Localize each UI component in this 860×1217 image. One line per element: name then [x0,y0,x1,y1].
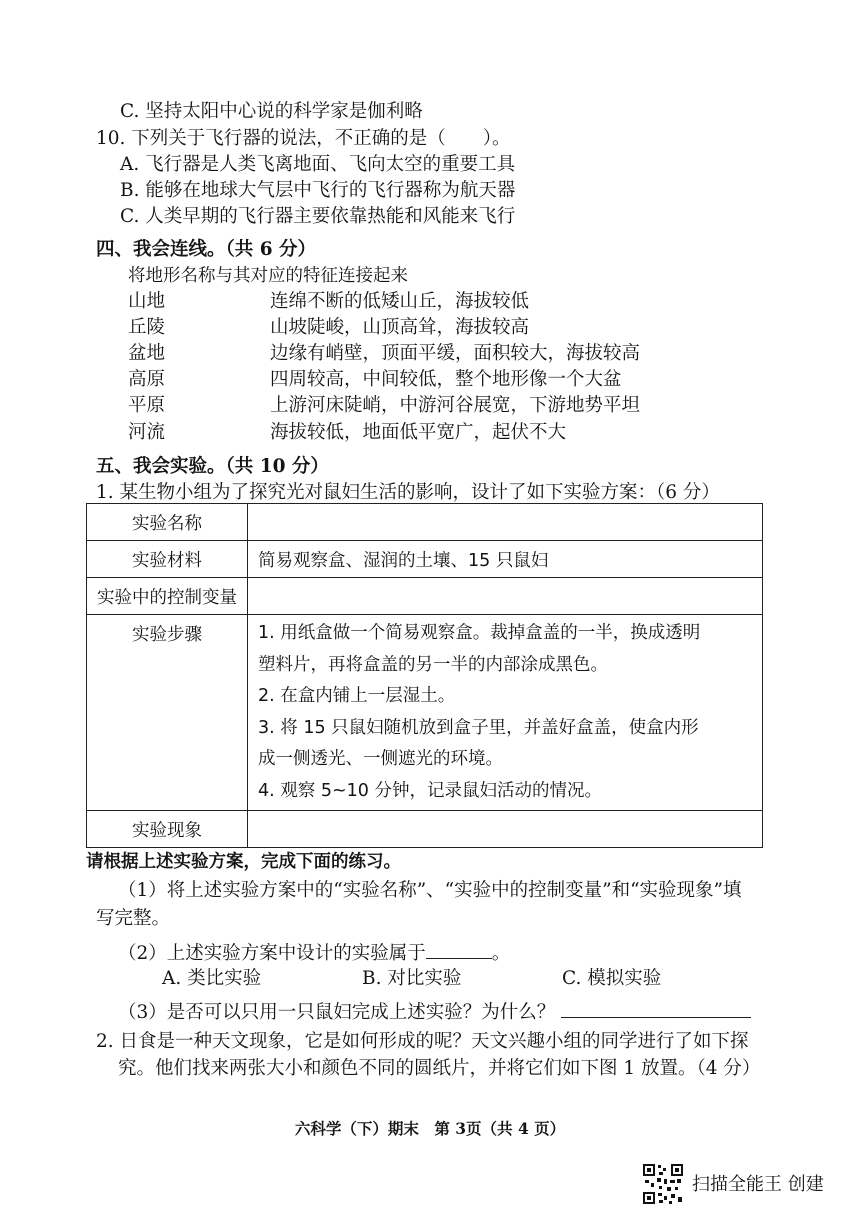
landform-feature: 连绵不断的低矮山丘，海拔较低 [270,291,530,312]
experiment-material-value: 简易观察盒、湿润的土壤、15 只鼠妇 [248,541,763,578]
sub-question-1: （1）将上述实验方案中的“实验名称”、“实验中的控制变量”和“实验现象”填 [118,880,742,901]
experiment-name-blank[interactable] [248,504,763,541]
table-row [87,504,763,541]
table-row [87,578,763,615]
table-row [87,615,763,811]
control-variable-blank[interactable] [248,578,763,615]
step-line: 3. 将 15 只鼠妇随机放到盒子里，并盖好盒盖，使盒内形 [258,717,699,738]
experiment-phenomenon-label: 实验现象 [87,811,248,848]
sub-question-1-cont: 写完整。 [96,908,171,929]
experiment-steps-label: 实验步骤 [87,615,248,811]
q2-text-line2: 究。他们找来两张大小和颜色不同的圆纸片，并将它们如下图 1 放置。（4 分） [118,1058,761,1079]
q2-text-line1: 2. 日食是一种天文现象，它是如何形成的呢？天文兴趣小组的同学进行了如下探 [96,1031,749,1052]
experiment-steps [248,615,763,811]
answer-blank[interactable] [426,938,492,959]
answer-blank[interactable] [561,997,751,1018]
sub-question-2 [118,938,510,967]
q1-stem: 1. 某生物小组为了探究光对鼠妇生活的影响，设计了如下实验方案：（6 分） [96,482,720,503]
experiment-table [86,503,763,848]
experiment-name-label: 实验名称 [87,504,248,541]
landform-name: 河流 [128,422,166,443]
experiment-phenomenon-blank[interactable] [248,811,763,848]
step-line: 成一侧透光、一侧遮光的环境。 [258,749,503,769]
section4-instruction: 将地形名称与其对应的特征连接起来 [128,266,408,286]
sub-question-2-stem: （2）上述实验方案中设计的实验属于 [118,943,426,964]
section4-heading: 四、我会连线。（共 6 分） [96,239,317,260]
q10-option-a: A. 飞行器是人类飞离地面、飞向太空的重要工具 [120,154,516,175]
option-contrast[interactable]: B. 对比实验 [362,968,462,989]
step-line: 2. 在盒内铺上一层湿土。 [258,686,456,706]
table-row [87,541,763,578]
section5-heading: 五、我会实验。（共 10 分） [96,456,329,477]
qr-code-icon [642,1163,684,1205]
scanner-watermark: 扫描全能王 创建 [692,1174,824,1195]
sub-question-2-end: 。 [491,943,511,964]
exercise-instruction: 请根据上述实验方案，完成下面的练习。 [86,852,401,872]
landform-name: 平原 [128,395,166,416]
q10-option-c: C. 人类早期的飞行器主要依靠热能和风能来飞行 [120,206,516,227]
landform-name: 山地 [128,291,166,312]
sub-question-3-stem: （3）是否可以只用一只鼠妇完成上述实验？为什么？ [118,1002,556,1023]
landform-feature: 四周较高，中间较低，整个地形像一个大盆 [270,369,622,390]
q10-stem: 10. 下列关于飞行器的说法，不正确的是（ ）。 [96,128,511,149]
option-simulation[interactable]: C. 模拟实验 [562,968,662,989]
landform-feature: 山坡陡峻，山顶高耸，海拔较高 [270,317,530,338]
q10-option-b: B. 能够在地球大气层中飞行的飞行器称为航天器 [120,180,516,201]
landform-feature: 上游河床陡峭，中游河谷展宽，下游地势平坦 [270,395,641,416]
q9-option-c: C. 坚持太阳中心说的科学家是伽利略 [120,101,423,122]
step-line: 塑料片，再将盒盖的另一半的内部涂成黑色。 [258,654,608,675]
table-row [87,811,763,848]
sub-question-3 [118,997,751,1026]
step-line: 4. 观察 5~10 分钟，记录鼠妇活动的情况。 [258,780,602,801]
landform-name: 丘陵 [128,317,166,338]
step-line: 1. 用纸盒做一个简易观察盒。裁掉盒盖的一半，换成透明 [258,623,701,643]
page-footer: 六科学（下）期末 第 3页（共 4 页） [294,1119,566,1138]
experiment-material-label: 实验材料 [87,541,248,578]
landform-name: 盆地 [128,343,166,364]
control-variable-label: 实验中的控制变量 [87,578,248,615]
landform-name: 高原 [128,369,166,390]
landform-feature: 边缘有峭壁，顶面平缓，面积较大，海拔较高 [270,343,641,364]
landform-feature: 海拔较低，地面低平宽广，起伏不大 [270,422,567,443]
option-analogy[interactable]: A. 类比实验 [162,968,262,989]
